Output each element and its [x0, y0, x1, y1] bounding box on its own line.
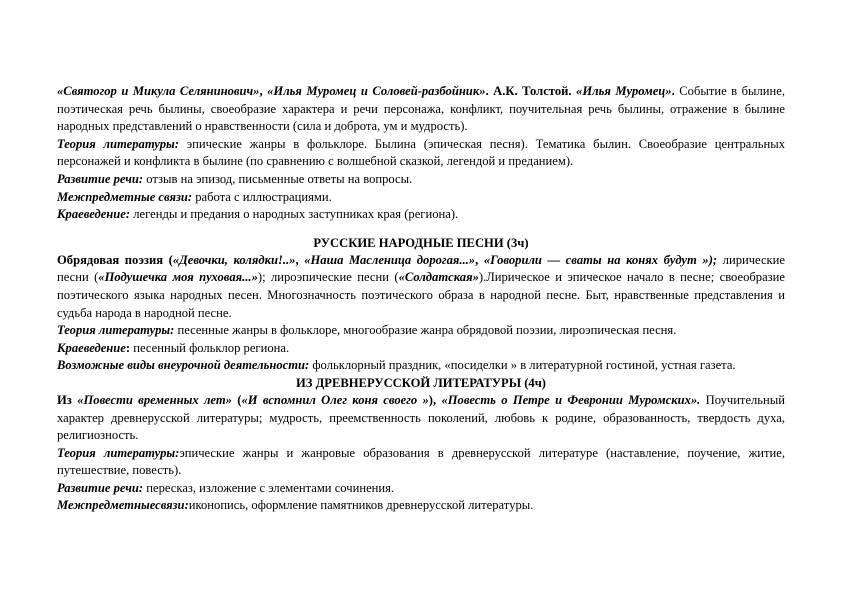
local-history-label: Краеведение [57, 340, 126, 355]
work-title: «Повесть о Петре и Февронии Муромских». [441, 392, 701, 407]
intro-text: лирические песни ( [57, 252, 785, 285]
label-colon: : [125, 340, 131, 355]
interdisciplinary-label: Межпредметныесвязи: [57, 498, 189, 513]
interdisciplinary-label: Межпредметные связи: [57, 189, 193, 204]
folk-songs-description: Лирическое и эпическое начало в песне; своеобразие поэтического языка народных песен. Многозначность поэтического образа в народной песне. Быт, нравственные представления и судьба народа в народной песне. [57, 270, 785, 320]
work-title: «Наша Масленица дорогая...» [304, 252, 476, 267]
separator: , [475, 252, 484, 267]
work-title: «Илья Муромец» [576, 84, 672, 98]
interdisciplinary-text: иконопись, оформление памятников древнерусской литературы. [188, 498, 534, 513]
section-heading-folk-songs: РУССКИЕ НАРОДНЫЕ ПЕСНИ (3ч) [313, 235, 529, 250]
old-russian-description: Поучительный характер древнерусской литературы; мудрость, преемственность поколений, любовь к родине, образованность, твердость духа, религиозность. [57, 392, 785, 443]
intro-text: Обрядовая поэзия ( [57, 252, 173, 267]
theory-text: песенные жанры в фольклоре, многообразие жанра обрядовой поэзии, лироэпическая песня. [174, 323, 677, 338]
work-title: «Подушечка моя пуховая...» [98, 270, 258, 285]
author-name: А.К. Толстой. [493, 84, 572, 98]
section-heading-old-russian: ИЗ ДРЕВНЕРУССКОЙ ЛИТЕРАТУРЫ (4ч) [296, 375, 546, 390]
local-history-paragraph [57, 206, 785, 224]
speech-text: пересказ, изложение с элементами сочинения. [143, 480, 395, 495]
work-title: «Девочки, колядки!..» [172, 252, 296, 267]
interdisciplinary-text: работа с иллюстрациями. [192, 189, 332, 204]
intro-text: ( [231, 392, 242, 407]
interdisciplinary-paragraph [57, 189, 785, 207]
theory-paragraph [57, 445, 785, 480]
extracurricular-label: Возможные виды внеурочной деятельности: [57, 358, 310, 373]
local-history-text: легенды и предания о народных заступниках края (региона). [130, 207, 459, 222]
local-history-paragraph [57, 340, 785, 358]
intro-text: ). [478, 270, 487, 285]
theory-label: Теория литературы: [57, 445, 180, 460]
separator: . [485, 84, 494, 98]
work-title: «Илья Муромец и Соловей-разбойник» [267, 84, 486, 98]
speech-label: Развитие речи: [57, 171, 144, 186]
intro-text: ), [428, 392, 442, 407]
speech-paragraph [57, 171, 785, 189]
work-title: «Солдатская» [398, 270, 479, 285]
separator: , [259, 84, 268, 98]
theory-text: эпические жанры и жанровые образования в древнерусской литературе (наставление, поучение, житие, путешествие, повесть). [57, 445, 785, 478]
extracurricular-text: фольклорный праздник, «посиделки » в литературной гостиной, устная газета. [309, 358, 736, 373]
document-page [57, 83, 785, 515]
old-russian-intro-paragraph [57, 392, 785, 445]
work-title: «Святогор и Микула Селянинович» [57, 84, 260, 98]
theory-label: Теория литературы: [57, 136, 179, 151]
speech-label: Развитие речи: [57, 480, 144, 495]
local-history-label: Краеведение: [57, 207, 131, 222]
byliny-works-paragraph [57, 83, 785, 136]
extracurricular-paragraph [57, 357, 785, 375]
local-history-text: песенный фольклор региона. [130, 340, 290, 355]
intro-text: Из [57, 392, 78, 407]
separator: . [671, 84, 675, 98]
speech-paragraph [57, 480, 785, 498]
work-title: «И вспомнил Олег коня своего » [241, 392, 429, 407]
work-title: «Говорили — сваты на конях будут »); [483, 252, 718, 267]
intro-text: ); лироэпические песни ( [257, 270, 399, 285]
work-title: «Повести временных лет» [77, 392, 232, 407]
theory-paragraph [57, 136, 785, 171]
speech-text: отзыв на эпизод, письменные ответы на вопросы. [143, 171, 413, 186]
theory-label: Теория литературы: [57, 323, 175, 338]
works-description: Событие в былине, поэтическая речь былины, своеобразие характера и речи персонажа, конфликт, поучительная речь былины, отражение в былине народных представлений о нравственности (сила и доброта, ум и мудрость). [57, 84, 785, 134]
interdisciplinary-paragraph [57, 497, 785, 515]
theory-text: эпические жанры в фольклоре. Былина (эпическая песня). Тематика былин. Своеобразие центральных персонажей и конфликта в былине (по сравнению с волшебной сказкой, легендой и преданием). [57, 136, 786, 169]
theory-paragraph [57, 322, 785, 340]
separator: , [295, 252, 305, 267]
folk-songs-intro-paragraph [57, 252, 785, 322]
